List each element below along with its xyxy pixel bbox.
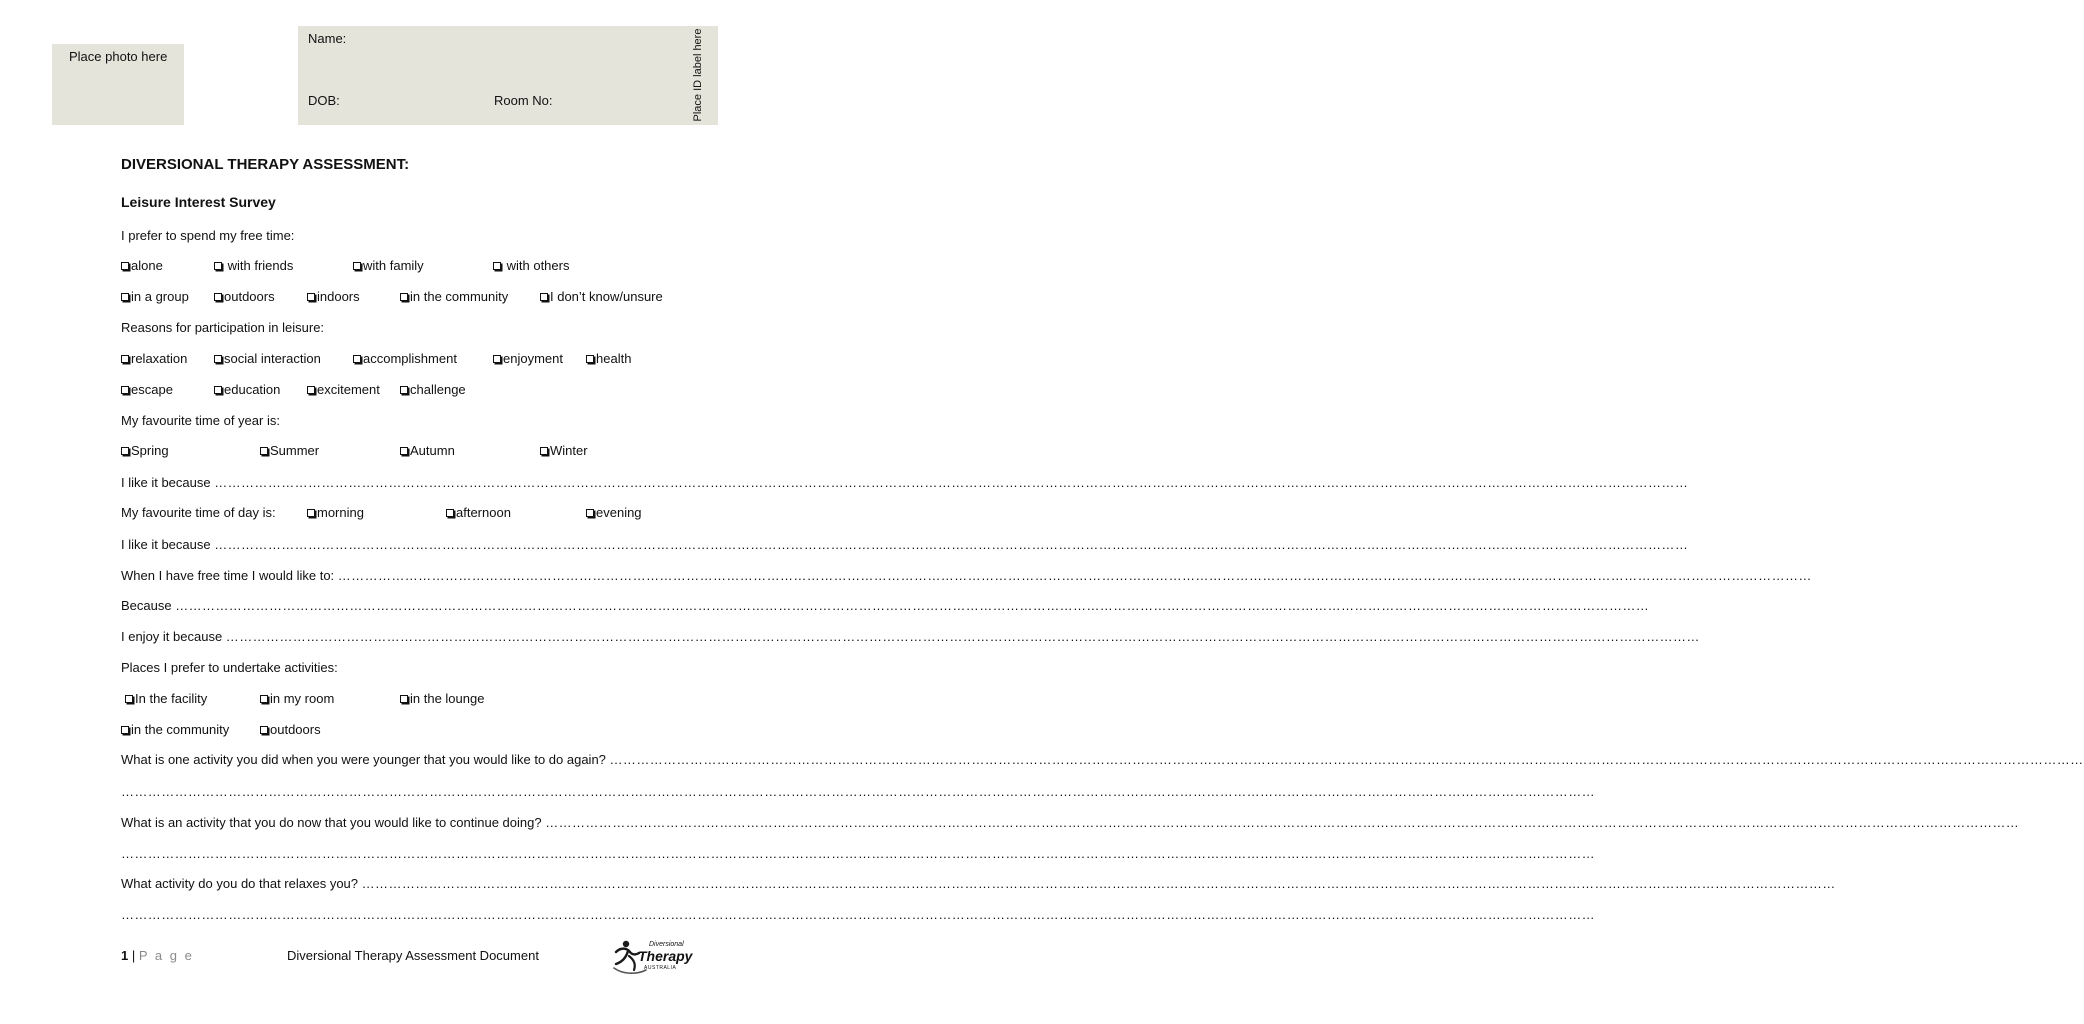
relax-activity-answer-line[interactable] [121,907,1595,923]
checkbox-icon[interactable] [307,386,315,394]
option-label: outdoors [270,722,321,737]
photo-placeholder-box [52,44,184,125]
checkbox-icon[interactable] [214,262,222,270]
page-number [121,948,194,964]
checkbox-icon[interactable] [446,509,454,517]
option-with-others[interactable] [493,258,569,274]
question-reasons: Reasons for participation in leisure: [121,320,325,335]
checkbox-icon[interactable] [121,447,129,455]
option-label: education [224,382,281,397]
option-label: with family [363,258,424,273]
fill-label: Because [121,598,176,613]
option-in-the-community[interactable] [400,289,508,305]
option-in-a-group[interactable] [121,289,189,305]
option-in-the-lounge[interactable] [400,691,484,707]
question-younger-activity: What is one activity you did when you were younger that you would like to do again? [121,752,610,767]
photo-placeholder-label: Place photo here [69,49,168,64]
checkbox-icon[interactable] [260,695,268,703]
resident-details-box [298,26,680,125]
option-label: Spring [131,443,169,458]
logo-text-main: Therapy [638,948,693,964]
places-options-row-1 [121,691,686,709]
option-label: in the lounge [410,691,485,706]
reasons-options-row-1 [121,351,686,369]
diversional-therapy-logo [612,938,692,976]
dotted-answer-line: …………………………………………………………………………………………………………………………………………………………………………………………………………………………………………………………………………………………………… [214,537,1689,552]
checkbox-icon[interactable] [125,695,133,703]
option-afternoon[interactable] [446,505,511,521]
option-escape[interactable] [121,382,173,398]
option-label: in the community [410,289,509,304]
option-evening[interactable] [586,505,642,521]
page-separator: | [128,948,139,963]
option-label: with friends [224,258,294,273]
option-autumn[interactable] [400,443,455,459]
dob-label: DOB: [308,93,340,108]
checkbox-icon[interactable] [400,386,408,394]
dotted-answer-line: …………………………………………………………………………………………………………………………………………………………………………………………………………………………………………………………………………………………………… [175,598,1650,613]
option-label: afternoon [456,505,511,520]
question-places: Places I prefer to undertake activities: [121,660,338,675]
checkbox-icon[interactable] [214,386,222,394]
logo-text-bottom: AUSTRALIA [644,965,677,971]
name-label: Name: [308,31,347,46]
checkbox-icon[interactable] [493,262,501,270]
checkbox-icon[interactable] [586,509,594,517]
option-outdoors[interactable] [214,289,275,305]
option-spring[interactable] [121,443,169,459]
checkbox-icon[interactable] [121,386,129,394]
free-time-options-row-1 [121,258,686,276]
season-options-row [121,443,686,461]
dotted-answer-line: …………………………………………………………………………………………………………………………………………………………………………………………………………………………………………………………………………………………………… [609,752,2084,767]
continue-activity-line[interactable] [121,815,2020,831]
option-education[interactable] [214,382,280,398]
dotted-answer-line: …………………………………………………………………………………………………………………………………………………………………………………………………………………………………………………………………………………………………… [225,629,1700,644]
free-time-options-row-2 [121,289,686,307]
dotted-answer-line: …………………………………………………………………………………………………………………………………………………………………………………………………………………………………………………………………………………………………… [121,907,1595,922]
option-label: accomplishment [363,351,457,366]
day-because-line[interactable] [121,537,1689,553]
option-label: alone [131,258,163,273]
option-challenge[interactable] [400,382,466,398]
checkbox-icon[interactable] [121,726,129,734]
option-health[interactable] [586,351,631,367]
option-with-family[interactable] [353,258,424,274]
page-title: DIVERSIONAL THERAPY ASSESSMENT: [121,156,410,173]
dotted-answer-line: …………………………………………………………………………………………………………………………………………………………………………………………………………………………………………………………………………………………………… [337,568,1812,583]
option-winter[interactable] [540,443,588,459]
dotted-answer-line: …………………………………………………………………………………………………………………………………………………………………………………………………………………………………………………………………………………………………… [545,815,2020,830]
checkbox-icon[interactable] [353,355,361,363]
option-label: morning [317,505,364,520]
free-time-like-line[interactable] [121,568,1812,584]
dotted-answer-line: …………………………………………………………………………………………………………………………………………………………………………………………………………………………………………………………………………………………………… [121,784,1595,799]
page-number-value: 1 [121,948,129,963]
option-label: excitement [317,382,380,397]
checkbox-icon[interactable] [121,355,129,363]
checkbox-icon[interactable] [353,262,361,270]
checkbox-icon[interactable] [540,447,548,455]
option-label: escape [131,382,173,397]
time-of-day-row [121,505,686,523]
younger-activity-line[interactable] [121,752,2084,768]
option-label: In the facility [135,691,208,706]
dotted-answer-line: …………………………………………………………………………………………………………………………………………………………………………………………………………………………………………………………………………………………………… [361,876,1836,891]
option-in-my-room[interactable] [260,691,334,707]
option-relaxation[interactable] [121,351,187,367]
checkbox-icon[interactable] [121,262,129,270]
option-social-interaction[interactable] [214,351,321,367]
option-indoors[interactable] [307,289,360,305]
checkbox-icon[interactable] [400,447,408,455]
option-label: in my room [270,691,335,706]
fill-label: When I have free time I would like to: [121,568,338,583]
option-label: enjoyment [503,351,563,366]
checkbox-icon[interactable] [586,355,594,363]
option-label: in a group [131,289,189,304]
option-label: health [596,351,632,366]
option-label: social interaction [224,351,321,366]
checkbox-icon[interactable] [540,293,548,301]
places-options-row-2 [121,722,686,740]
option-excitement[interactable] [307,382,380,398]
dotted-answer-line: …………………………………………………………………………………………………………………………………………………………………………………………………………………………………………………………………………………………………… [214,475,1689,490]
page-word: P a g e [138,948,194,963]
checkbox-icon[interactable] [260,726,268,734]
option-label: evening [596,505,642,520]
question-continue-activity: What is an activity that you do now that you would like to continue doing? [121,815,546,830]
page-subtitle: Leisure Interest Survey [121,194,276,210]
option-morning[interactable] [307,505,364,521]
room-number-label: Room No: [494,93,553,108]
option-accomplishment[interactable] [353,351,457,367]
document-title-footer: Diversional Therapy Assessment Document [287,948,539,963]
checkbox-icon[interactable] [400,293,408,301]
option-alone[interactable] [121,258,163,274]
option-label: relaxation [131,351,188,366]
checkbox-icon[interactable] [400,695,408,703]
option-with-friends[interactable] [214,258,293,274]
checkbox-icon[interactable] [121,293,129,301]
question-time-of-day: My favourite time of day is: [121,505,276,520]
continue-activity-answer-line[interactable] [121,846,1595,862]
option-label: with others [503,258,570,273]
option-label: I don’t know/unsure [550,289,663,304]
checkbox-icon[interactable] [260,447,268,455]
option-label: Winter [550,443,588,458]
question-season: My favourite time of year is: [121,413,280,428]
question-free-time: I prefer to spend my free time: [121,228,295,243]
option-places-outdoors[interactable] [260,722,321,738]
season-because-line[interactable] [121,475,1689,491]
option-dont-know[interactable] [540,289,663,305]
checkbox-icon[interactable] [307,509,315,517]
id-label-text: Place ID label here [692,28,704,122]
option-label: challenge [410,382,466,397]
fill-label: I like it because [121,537,215,552]
checkbox-icon[interactable] [214,293,222,301]
option-enjoyment[interactable] [493,351,563,367]
option-label: Autumn [410,443,455,458]
option-label: in the community [131,722,230,737]
relax-activity-line[interactable] [121,876,1836,892]
checkbox-icon[interactable] [307,293,315,301]
logo-text-top: Diversional [649,941,684,948]
option-label: indoors [317,289,360,304]
option-places-in-the-community[interactable] [121,722,229,738]
id-label-box [680,26,718,125]
enjoy-because-line[interactable] [121,629,1700,645]
younger-activity-answer-line[interactable] [121,784,1595,800]
fill-label: I like it because [121,475,215,490]
option-label: outdoors [224,289,275,304]
dotted-answer-line: …………………………………………………………………………………………………………………………………………………………………………………………………………………………………………………………………………………………………… [121,846,1595,861]
reasons-options-row-2 [121,382,686,400]
option-in-the-facility[interactable] [125,691,207,707]
because-line[interactable] [121,598,1650,614]
checkbox-icon[interactable] [214,355,222,363]
option-summer[interactable] [260,443,319,459]
question-relax-activity: What activity do you do that relaxes you? [121,876,362,891]
option-label: Summer [270,443,320,458]
fill-label: I enjoy it because [121,629,226,644]
checkbox-icon[interactable] [493,355,501,363]
